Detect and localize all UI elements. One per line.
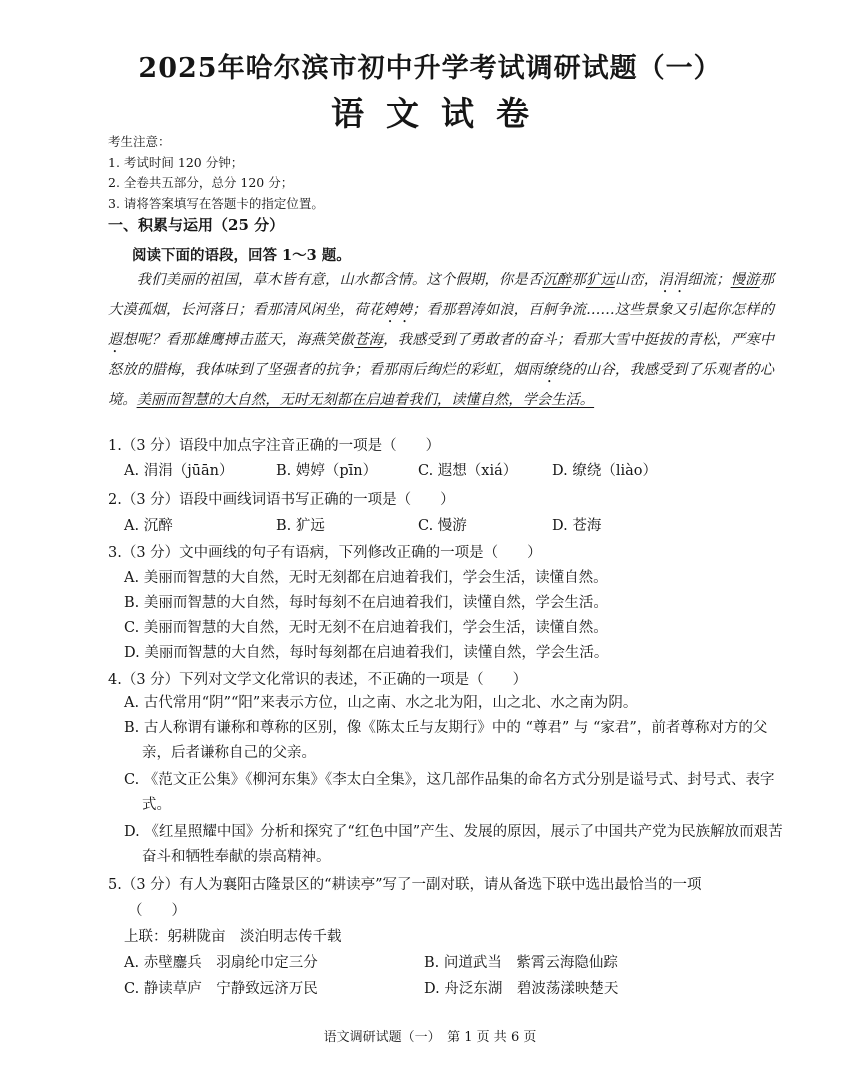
exam-notice (108, 132, 324, 214)
notice-heading: 考生注意： (108, 134, 171, 149)
question-5-stem: 5.（3 分）有人为襄阳古隆景区的“耕读亭”写了一副对联，请从备选下联中选出最恰当的一项 (108, 877, 702, 893)
underlined-word: 沉醉 (542, 272, 572, 288)
answer-paren: （ ） (128, 903, 186, 919)
q2-option-b[interactable]: B. 犷远 (276, 518, 325, 534)
dotted-word: 涓涓 (658, 272, 688, 288)
q2-option-d[interactable]: D. 苍海 (552, 518, 602, 534)
passage-intro: 阅读下面的语段，回答 1～3 题。 (132, 247, 351, 264)
q1-option-c[interactable]: C. 遐想（xiá） (418, 463, 518, 479)
notice-item: 1. 考试时间 120 分钟； (108, 154, 244, 170)
q3-option-d[interactable]: D. 美丽而智慧的大自然，每时每刻都在启迪着我们，读懂自然，学会生活。 (124, 645, 609, 661)
underlined-word: 犷远 (585, 272, 615, 288)
q2-option-a[interactable]: A. 沉醉 (124, 518, 173, 534)
section-title: 一、积累与运用（25 分） (108, 216, 285, 234)
q3-option-a[interactable]: A. 美丽而智慧的大自然，无时无刻都在启迪着我们，学会生活，读懂自然。 (124, 570, 608, 586)
question-3-stem: 3.（3 分）文中画线的句子有语病，下列修改正确的一项是（ ） (108, 545, 542, 561)
underlined-sentence: 美丽而智慧的大自然，无时无刻都在启迪着我们，读懂自然，学会生活。 (136, 392, 595, 408)
q3-option-c[interactable]: C. 美丽而智慧的大自然，无时无刻不在启迪着我们，学会生活，读懂自然。 (124, 620, 608, 636)
dotted-word: 遐 (108, 332, 123, 348)
q5-option-d[interactable]: D. 舟泛东湖 碧波荡漾映楚天 (424, 981, 619, 997)
q5-option-a[interactable]: A. 赤壁鏖兵 羽扇纶巾定三分 (124, 955, 318, 971)
couplet-upper: 上联：躬耕陇亩 淡泊明志传千载 (124, 929, 342, 945)
q4-option-d[interactable]: D. 《红星照耀中国》分析和探究了“红色中国”产生、发展的原因，展示了中国共产党为民族解放而艰苦奋斗和牺牲奉献的崇高精神。 (124, 824, 783, 865)
question-2-stem: 2.（3 分）语段中画线词语书写正确的一项是（ ） (108, 492, 455, 508)
question-4-stem: 4.（3 分）下列对文学文化常识的表述，不正确的一项是（ ） (108, 672, 528, 688)
q1-option-a[interactable]: A. 涓涓（jūān） (124, 463, 234, 479)
q5-option-b[interactable]: B. 问道武当 紫霄云海隐仙踪 (424, 955, 618, 971)
q1-option-b[interactable]: B. 娉婷（pīn） (276, 463, 378, 479)
dotted-word: 缭 (542, 362, 557, 378)
q4-option-b[interactable]: B. 古人称谓有谦称和尊称的区别，像《陈太丘与友期行》中的 “尊君” 与 “家君”，前者尊称对方的父亲，后者谦称自己的父亲。 (124, 720, 768, 761)
subject-title: 语文试卷 (331, 94, 551, 133)
underlined-word: 苍海 (354, 332, 384, 348)
reading-passage: 我们美丽的祖国，草木皆有意，山水都含情。这个假期，你是否沉醉那犷远山峦，涓涓细流；慢游那大漠孤烟，长河落日；看那清风闲坐，荷花娉娉；看那碧涛如浪，百舸争流……这些景象又引起你怎样的遐想呢？看那雄鹰搏击蓝天，海燕笑傲苍海，我感受到了勇敢者的奋斗；看那大雪中挺拔的青松，严寒中怒放的腊梅，我体味到了坚强者的抗争；看那雨后绚烂的彩虹，烟雨缭绕的山谷，我感受到了乐观者的心境。美丽而智慧的大自然，无时无刻都在启迪着我们，读懂自然，学会生活。 (108, 272, 775, 408)
q3-option-b[interactable]: B. 美丽而智慧的大自然，每时每刻不在启迪着我们，读懂自然，学会生活。 (124, 595, 608, 611)
question-1-stem: 1.（3 分）语段中加点字注音正确的一项是（ ） (108, 438, 441, 454)
q2-option-c[interactable]: C. 慢游 (418, 518, 467, 534)
q4-option-c[interactable]: C. 《范文正公集》《柳河东集》《李太白全集》，这几部作品集的命名方式分别是谥号式、封号式、表字式。 (124, 772, 775, 813)
exam-title: 2025年哈尔滨市初中升学考试调研试题（一） (138, 53, 722, 84)
notice-item: 2. 全卷共五部分，总分 120 分； (108, 175, 294, 190)
notice-item: 3. 请将答案填写在答题卡的指定位置。 (108, 195, 324, 211)
underlined-word: 慢游 (730, 272, 760, 288)
q1-option-d[interactable]: D. 缭绕（liào） (552, 463, 657, 479)
page-footer: 语文调研试题（一） 第 1 页 共 6 页 (323, 1030, 537, 1045)
q5-option-c[interactable]: C. 静读草庐 宁静致远济万民 (124, 981, 318, 997)
dotted-word: 娉娉 (383, 302, 413, 318)
q4-option-a[interactable]: A. 古代常用“阴”“阳”来表示方位，山之南、水之北为阳，山之北、水之南为阴。 (124, 695, 638, 711)
